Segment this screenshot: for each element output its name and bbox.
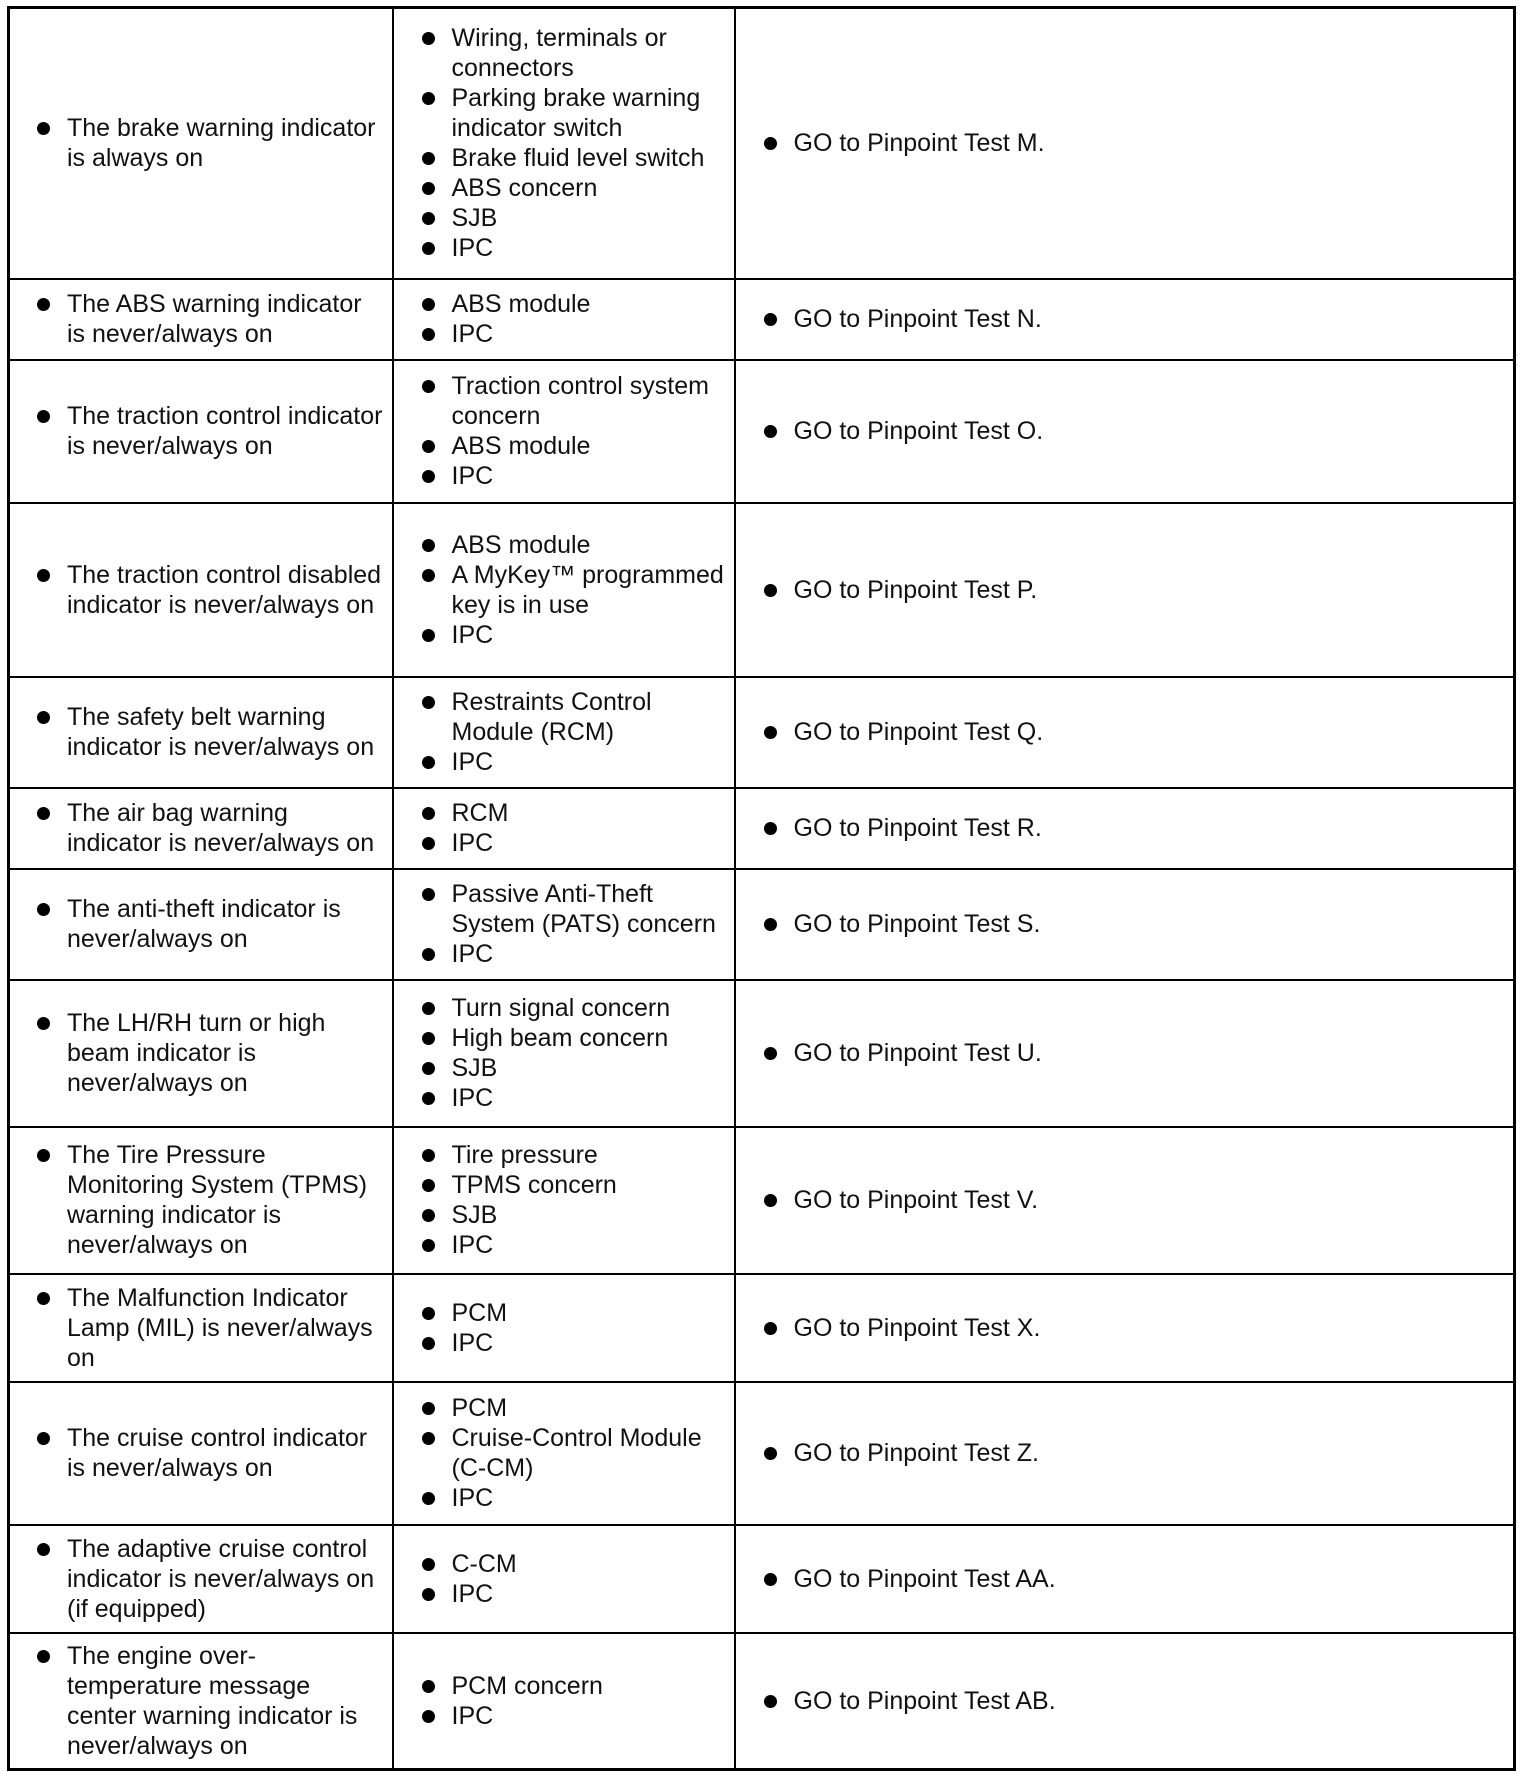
symptom-cell (9, 980, 393, 1127)
symptom-cell (9, 1382, 393, 1525)
possible-source-item: PCM (452, 1298, 728, 1328)
possible-source-item: Restraints Control Module (RCM) (452, 687, 728, 747)
possible-source-item: IPC (452, 1328, 728, 1358)
action-cell (735, 677, 1515, 788)
table-body (9, 8, 1515, 1770)
possible-source-item: IPC (452, 620, 728, 650)
possible-source-item: SJB (452, 1053, 728, 1083)
symptom-text: The traction control disabled indicator is never/always on (67, 560, 386, 620)
action-text: GO to Pinpoint Test N. (794, 304, 1514, 334)
possible-source-item: SJB (452, 1200, 728, 1230)
possible-source-item: Passive Anti-Theft System (PATS) concern (452, 879, 728, 939)
action-text: GO to Pinpoint Test X. (794, 1313, 1514, 1343)
action-text: GO to Pinpoint Test AA. (794, 1564, 1514, 1594)
possible-source-item: IPC (452, 939, 728, 969)
possible-source-item: PCM (452, 1393, 728, 1423)
symptom-cell (9, 503, 393, 677)
action-text: GO to Pinpoint Test M. (794, 128, 1514, 158)
table-row (9, 788, 1515, 869)
symptom-text: The safety belt warning indicator is never/always on (67, 702, 386, 762)
symptom-cell (9, 788, 393, 869)
possible-source-item: C-CM (452, 1549, 728, 1579)
possible-source-cell (393, 1274, 735, 1382)
table-row (9, 1127, 1515, 1274)
action-cell (735, 8, 1515, 279)
table-row (9, 1382, 1515, 1525)
table-row (9, 1633, 1515, 1770)
possible-source-cell (393, 1633, 735, 1770)
action-text: GO to Pinpoint Test U. (794, 1038, 1514, 1068)
table-row (9, 279, 1515, 360)
symptom-text: The brake warning indicator is always on (67, 113, 386, 173)
symptom-cell (9, 279, 393, 360)
possible-source-cell (393, 788, 735, 869)
possible-source-item: High beam concern (452, 1023, 728, 1053)
symptom-text: The engine over-temperature message center warning indicator is never/always on (67, 1641, 386, 1761)
symptom-text: The LH/RH turn or high beam indicator is never/always on (67, 1008, 386, 1098)
possible-source-item: IPC (452, 1483, 728, 1513)
action-cell (735, 1525, 1515, 1633)
possible-source-item: Tire pressure (452, 1140, 728, 1170)
symptom-cell (9, 1525, 393, 1633)
possible-source-item: ABS module (452, 289, 728, 319)
possible-source-cell (393, 503, 735, 677)
symptom-cell (9, 1274, 393, 1382)
table-row (9, 360, 1515, 503)
action-cell (735, 360, 1515, 503)
possible-source-item: Traction control system concern (452, 371, 728, 431)
possible-source-item: A MyKey™ programmed key is in use (452, 560, 728, 620)
action-cell (735, 1127, 1515, 1274)
possible-source-item: IPC (452, 461, 728, 491)
possible-source-item: Turn signal concern (452, 993, 728, 1023)
possible-source-item: SJB (452, 203, 728, 233)
action-cell (735, 279, 1515, 360)
action-cell (735, 503, 1515, 677)
symptom-chart-table (7, 6, 1516, 1771)
action-cell (735, 788, 1515, 869)
possible-source-item: Brake fluid level switch (452, 143, 728, 173)
possible-source-cell (393, 8, 735, 279)
table-row (9, 677, 1515, 788)
table-row (9, 1525, 1515, 1633)
action-cell (735, 869, 1515, 980)
symptom-text: The ABS warning indicator is never/always on (67, 289, 386, 349)
possible-source-item: IPC (452, 1579, 728, 1609)
possible-source-item: ABS module (452, 431, 728, 461)
table-row (9, 503, 1515, 677)
possible-source-item: ABS module (452, 530, 728, 560)
table-row (9, 1274, 1515, 1382)
possible-source-item: RCM (452, 798, 728, 828)
possible-source-item: IPC (452, 828, 728, 858)
symptom-cell (9, 1633, 393, 1770)
symptom-cell (9, 1127, 393, 1274)
possible-source-cell (393, 360, 735, 503)
possible-source-cell (393, 980, 735, 1127)
possible-source-cell (393, 1525, 735, 1633)
symptom-text: The Tire Pressure Monitoring System (TPMS) warning indicator is never/always on (67, 1140, 386, 1260)
action-text: GO to Pinpoint Test R. (794, 813, 1514, 843)
possible-source-item: IPC (452, 1230, 728, 1260)
symptom-cell (9, 869, 393, 980)
action-cell (735, 980, 1515, 1127)
possible-source-item: ABS concern (452, 173, 728, 203)
action-cell (735, 1382, 1515, 1525)
action-text: GO to Pinpoint Test AB. (794, 1686, 1514, 1716)
possible-source-cell (393, 1127, 735, 1274)
possible-source-item: Cruise-Control Module (C-CM) (452, 1423, 728, 1483)
action-text: GO to Pinpoint Test Z. (794, 1438, 1514, 1468)
symptom-text: The traction control indicator is never/always on (67, 401, 386, 461)
symptom-text: The anti-theft indicator is never/always on (67, 894, 386, 954)
symptom-cell (9, 8, 393, 279)
table-row (9, 980, 1515, 1127)
action-cell (735, 1274, 1515, 1382)
action-text: GO to Pinpoint Test P. (794, 575, 1514, 605)
symptom-text: The Malfunction Indicator Lamp (MIL) is never/always on (67, 1283, 386, 1373)
possible-source-item: TPMS concern (452, 1170, 728, 1200)
possible-source-item: IPC (452, 1701, 728, 1731)
action-text: GO to Pinpoint Test S. (794, 909, 1514, 939)
table-row (9, 8, 1515, 279)
action-text: GO to Pinpoint Test O. (794, 416, 1514, 446)
possible-source-item: Wiring, terminals or connectors (452, 23, 728, 83)
possible-source-item: IPC (452, 747, 728, 777)
table-row (9, 869, 1515, 980)
symptom-cell (9, 360, 393, 503)
action-text: GO to Pinpoint Test V. (794, 1185, 1514, 1215)
possible-source-item: IPC (452, 1083, 728, 1113)
action-text: GO to Pinpoint Test Q. (794, 717, 1514, 747)
possible-source-item: IPC (452, 233, 728, 263)
symptom-text: The cruise control indicator is never/always on (67, 1423, 386, 1483)
symptom-text: The air bag warning indicator is never/always on (67, 798, 386, 858)
possible-source-cell (393, 869, 735, 980)
possible-source-cell (393, 677, 735, 788)
symptom-cell (9, 677, 393, 788)
possible-source-cell (393, 279, 735, 360)
symptom-text: The adaptive cruise control indicator is never/always on (if equipped) (67, 1534, 386, 1624)
possible-source-item: IPC (452, 319, 728, 349)
action-cell (735, 1633, 1515, 1770)
possible-source-item: Parking brake warning indicator switch (452, 83, 728, 143)
possible-source-cell (393, 1382, 735, 1525)
possible-source-item: PCM concern (452, 1671, 728, 1701)
